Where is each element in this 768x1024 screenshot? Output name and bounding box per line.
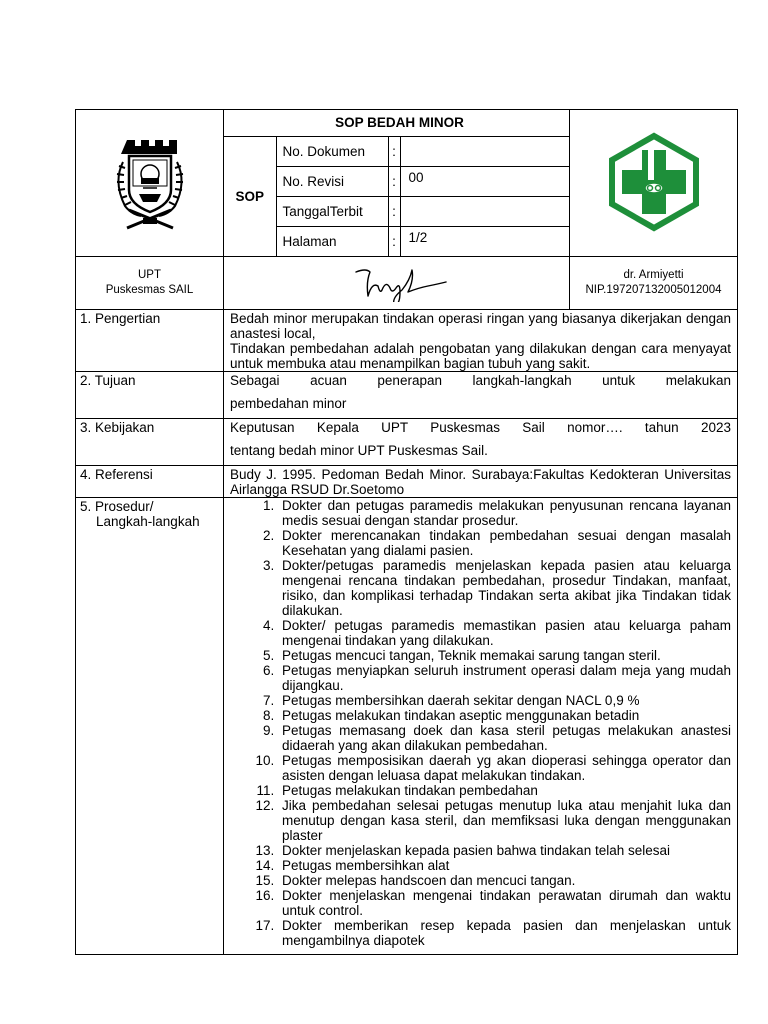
- procedure-step: 6. Petugas menyiapkan seluruh instrument operasi dalam meja yang mudah dijangkau.: [278, 663, 731, 693]
- document-title: SOP BEDAH MINOR: [224, 110, 569, 136]
- section-label-tujuan: 2. Tujuan: [76, 372, 224, 419]
- procedure-step: 5. Petugas mencuci tangan, Teknik memakai sarung tangan steril.: [278, 648, 731, 663]
- sop-label: SOP: [224, 136, 276, 256]
- field-colon: :: [388, 136, 400, 166]
- tujuan-line-1: Sebagai acuan penerapan langkah-langkah untuk melakukan: [230, 373, 731, 388]
- section-content-pengertian: [224, 310, 738, 372]
- puskesmas-logo: [604, 132, 704, 232]
- field-colon: :: [388, 196, 400, 226]
- procedure-steps-list: [230, 498, 731, 948]
- field-label-tanggal-terbit: TanggalTerbit: [276, 196, 388, 226]
- field-label-halaman: Halaman: [276, 226, 388, 256]
- procedure-step: 17. Dokter memberikan resep kepada pasien dan menjelaskan untuk mengambilnya diapotek: [278, 918, 731, 948]
- procedure-step: 2. Dokter merencanakan tindakan pembedahan sesuai dengan masalah Kesehatan yang dialami pasien.: [278, 528, 731, 558]
- procedure-step: 9. Petugas memasang doek dan kasa steril petugas melakukan anastesi didaerah yang akan dilakukan pembedahan.: [278, 723, 731, 753]
- field-colon: :: [388, 166, 400, 196]
- field-label-no-dokumen: No. Dokumen: [276, 136, 388, 166]
- signatory-cell: [570, 257, 738, 310]
- field-label-no-revisi: No. Revisi: [276, 166, 388, 196]
- procedure-step: 1. Dokter dan petugas paramedis melakukan penyusunan rencana layanan medis sesuai dengan standar prosedur.: [278, 498, 731, 528]
- header-center-cell: [224, 110, 570, 257]
- field-value-no-dokumen: [400, 136, 569, 166]
- section-label-prosedur: [76, 498, 224, 955]
- kebijakan-line-2: tentang bedah minor UPT Puskesmas Sail.: [230, 443, 488, 458]
- upt-label: UPT: [138, 269, 161, 281]
- section-content-tujuan: [224, 372, 738, 419]
- field-value-no-revisi: 00: [400, 166, 569, 196]
- procedure-step: 3. Dokter/petugas paramedis menjelaskan kepada pasien atau keluarga mengenai rencana tindakan pembedahan, prosedur Tindakan, manfaat, risiko, dan komplikasi terhadap Tindakan serta akibat jika Tindakan tidak dilakukan.: [278, 558, 731, 618]
- field-value-tanggal-terbit: [400, 196, 569, 226]
- prosedur-label-line-2: Langkah-langkah: [96, 514, 200, 529]
- section-content-prosedur: [224, 498, 738, 955]
- signatory-nip: NIP.197207132005012004: [585, 284, 722, 296]
- section-content-referensi: Budy J. 1995. Pedoman Bedah Minor. Surabaya:Fakultas Kedokteran Universitas Airlangga RSUD Dr.Soetomo: [224, 466, 738, 498]
- field-value-halaman: 1/2: [400, 226, 569, 256]
- field-colon: :: [388, 226, 400, 256]
- sop-table: [75, 109, 738, 955]
- puskesmas-name: Puskesmas SAIL: [105, 284, 194, 296]
- coat-of-arms-logo: [105, 132, 195, 232]
- upt-name-cell: [76, 257, 224, 310]
- procedure-step: 7. Petugas membersihkan daerah sekitar dengan NACL 0,9 %: [278, 693, 731, 708]
- procedure-step: 10. Petugas memposisikan daerah yg akan dioperasi sehingga operator dan asisten dengan leluasa dapat melakukan tindakan.: [278, 753, 731, 783]
- procedure-step: 16. Dokter menjelaskan mengenai tindakan perawatan dirumah dan waktu untuk control.: [278, 888, 731, 918]
- procedure-step: 4. Dokter/ petugas paramedis memastikan pasien atau keluarga paham mengenai tindakan yang dilakukan.: [278, 618, 731, 648]
- left-logo-cell: [76, 110, 224, 257]
- kebijakan-line-1: Keputusan Kepala UPT Puskesmas Sail nomor…. tahun 2023: [230, 420, 731, 435]
- section-label-referensi: 4. Referensi: [76, 466, 224, 498]
- tujuan-line-2: pembedahan minor: [230, 396, 347, 411]
- section-content-kebijakan: [224, 419, 738, 466]
- section-label-pengertian: 1. Pengertian: [76, 310, 224, 372]
- procedure-step: 8. Petugas melakukan tindakan aseptic menggunakan betadin: [278, 708, 731, 723]
- right-logo-cell: [570, 110, 738, 257]
- signature-cell: [224, 257, 570, 310]
- procedure-step: 15. Dokter melepas handscoen dan mencuci tangan.: [278, 873, 731, 888]
- procedure-step: 12. Jika pembedahan selesai petugas menutup luka atau menjahit luka dan menutup dengan kasa steril, dan memfiksasi luka dengan menggunakan plaster: [278, 798, 731, 843]
- signatory-name: dr. Armiyetti: [623, 269, 684, 281]
- procedure-step: 13. Dokter menjelaskan kepada pasien bahwa tindakan telah selesai: [278, 843, 731, 858]
- procedure-step: 14. Petugas membersihkan alat: [278, 858, 731, 873]
- pengertian-paragraph-2: Tindakan pembedahan adalah pengobatan yang dilakukan dengan cara menyayat untuk membuka atau menampilkan bagian tubuh yang sakit.: [230, 341, 731, 371]
- prosedur-label-line-1: 5. Prosedur/: [80, 499, 154, 514]
- procedure-step: 11. Petugas melakukan tindakan pembedahan: [278, 783, 731, 798]
- section-label-kebijakan: 3. Kebijakan: [76, 419, 224, 466]
- pengertian-paragraph-1: Bedah minor merupakan tindakan operasi ringan yang biasanya dikerjakan dengan anastesi local,: [230, 311, 731, 341]
- signature-image: [342, 262, 452, 302]
- header-inner-table: [224, 110, 569, 256]
